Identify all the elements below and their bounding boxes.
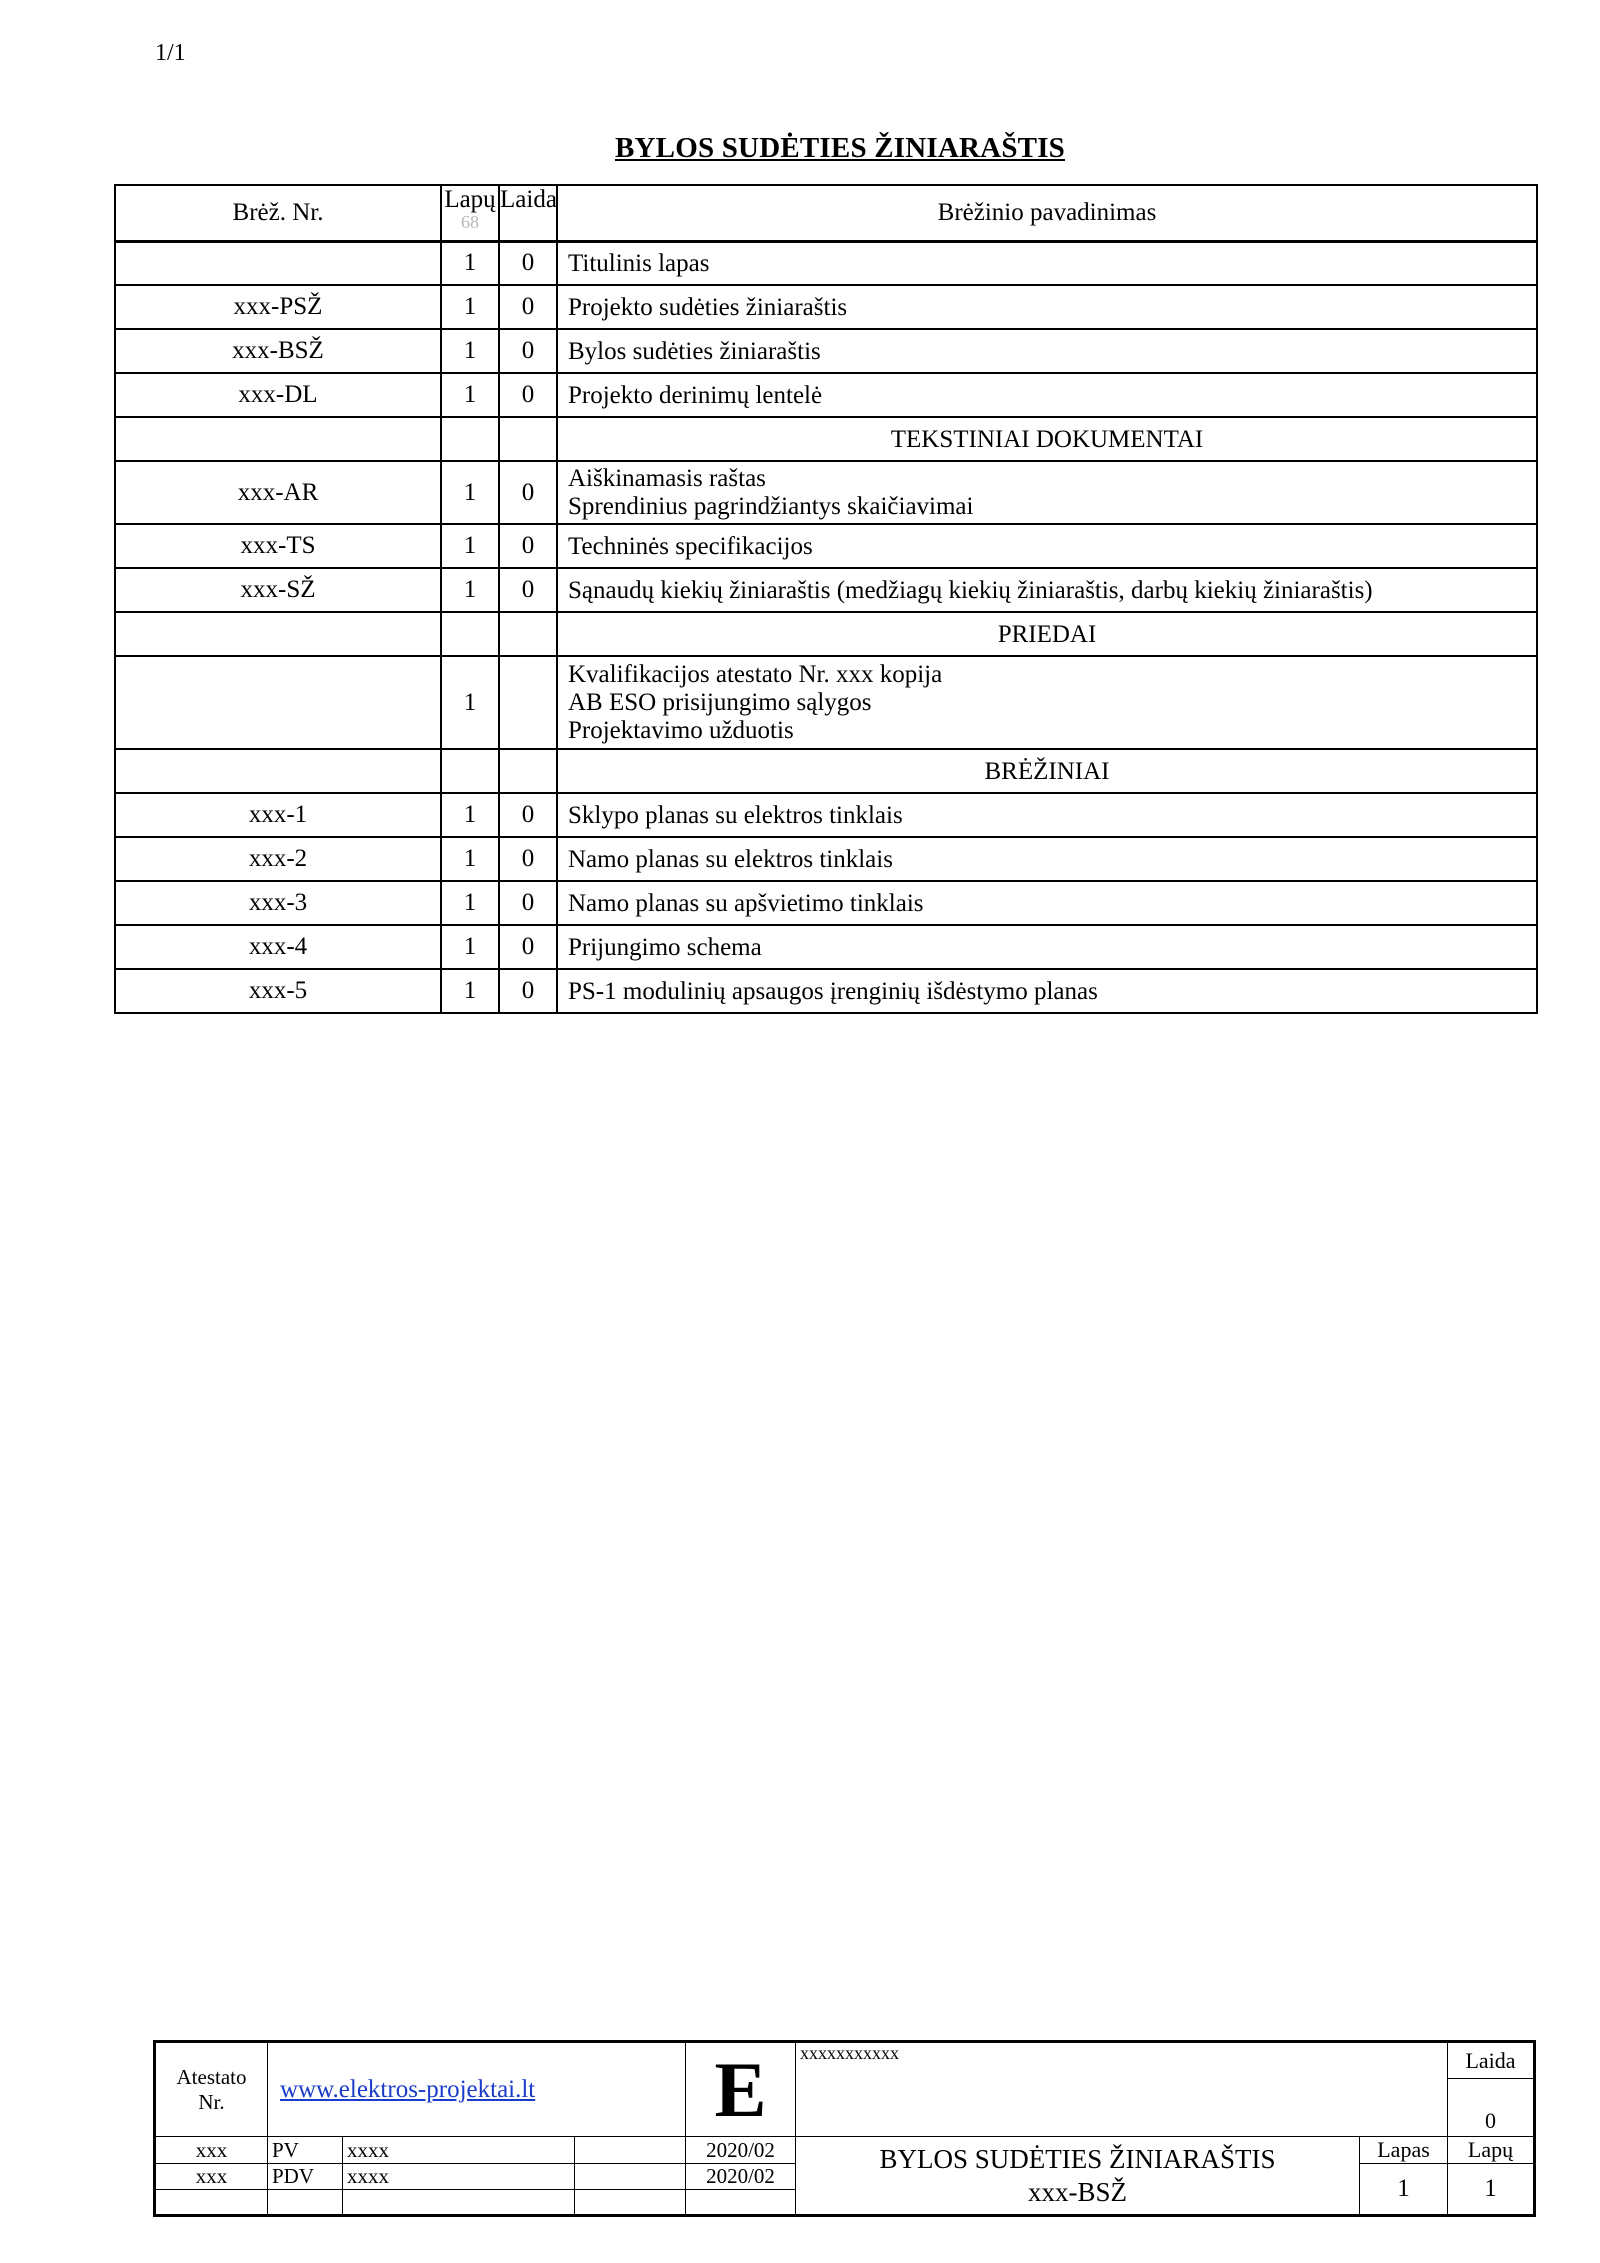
- drawing-no-cell: [115, 749, 441, 793]
- sheets-label: Lapų: [1448, 2137, 1535, 2164]
- sheets-cell: [441, 417, 499, 461]
- sheets-cell: 1: [441, 241, 499, 285]
- section-row: [115, 749, 1537, 793]
- logo-mark: E: [686, 2042, 796, 2137]
- drawing-name-line: AB ESO prisijungimo sąlygos: [568, 688, 872, 716]
- table-row: [115, 969, 1537, 1013]
- project-code: xxxxxxxxxxx: [796, 2042, 1448, 2137]
- edition-cell: [499, 417, 557, 461]
- sheets-value: 1: [1448, 2164, 1535, 2216]
- stamp-person-2: xxx: [155, 2164, 268, 2190]
- certificate-label: [155, 2042, 268, 2137]
- edition-cell: 0: [499, 837, 557, 881]
- page-number: 1/1: [155, 40, 186, 66]
- table-row: [115, 656, 1537, 749]
- drawing-name-cell: Projekto derinimų lentelė: [557, 373, 1537, 417]
- drawing-no-cell: [115, 656, 441, 749]
- sheets-cell: 1: [441, 568, 499, 612]
- header-sheets-label: Lapų: [444, 186, 496, 213]
- edition-cell: 0: [499, 925, 557, 969]
- drawing-no-cell: xxx-2: [115, 837, 441, 881]
- header-edition: Laida: [499, 185, 557, 241]
- contents-table: [114, 184, 1538, 1014]
- table-row: [115, 881, 1537, 925]
- stamp-date-1: 2020/02: [686, 2137, 796, 2164]
- table-header-row: [115, 185, 1537, 241]
- stamp-doc-code: xxx-BSŽ: [1027, 2176, 1127, 2207]
- stamp-date-2: 2020/02: [686, 2164, 796, 2190]
- drawing-no-cell: xxx-3: [115, 881, 441, 925]
- sheets-cell: [441, 612, 499, 656]
- sheets-cell: [441, 749, 499, 793]
- section-heading: TEKSTINIAI DOKUMENTAI: [557, 417, 1537, 461]
- drawing-name-cell: Bylos sudėties žiniaraštis: [557, 329, 1537, 373]
- edition-cell: 0: [499, 461, 557, 524]
- edition-cell: 0: [499, 524, 557, 568]
- header-sheets-total: 68: [461, 212, 479, 232]
- edition-cell: 0: [499, 329, 557, 373]
- drawing-no-cell: xxx-1: [115, 793, 441, 837]
- edition-label: Laida: [1448, 2042, 1535, 2079]
- sheets-cell: 1: [441, 969, 499, 1013]
- edition-cell: 0: [499, 881, 557, 925]
- document-title: BYLOS SUDĖTIES ŽINIARAŠTIS: [614, 132, 1066, 164]
- edition-cell: 0: [499, 241, 557, 285]
- table-row: [115, 329, 1537, 373]
- drawing-name-line: Projektavimo užduotis: [568, 716, 794, 744]
- drawing-name-cell: Sąnaudų kiekių žiniaraštis (medžiagų kiekių žiniaraštis, darbų kiekių žiniaraštis): [557, 568, 1537, 612]
- drawing-name-cell: Techninės specifikacijos: [557, 524, 1537, 568]
- stamp-role-1: PV: [268, 2137, 343, 2164]
- sheet-value: 1: [1360, 2164, 1448, 2216]
- stamp-empty-4: [575, 2190, 686, 2216]
- table-row: [115, 793, 1537, 837]
- sheets-cell: 1: [441, 329, 499, 373]
- certificate-label-line2: Nr.: [198, 2089, 225, 2114]
- drawing-no-cell: xxx-BSŽ: [115, 329, 441, 373]
- stamp-empty-1: [155, 2190, 268, 2216]
- stamp-empty-3: [343, 2190, 575, 2216]
- drawing-no-cell: [115, 417, 441, 461]
- header-sheets: [441, 185, 499, 241]
- title-block: [153, 2040, 1536, 2217]
- drawing-no-cell: xxx-AR: [115, 461, 441, 524]
- header-drawing-no: Brėž. Nr.: [115, 185, 441, 241]
- table-row: [115, 241, 1537, 285]
- drawing-name-cell: [557, 656, 1537, 749]
- table-row: [115, 837, 1537, 881]
- stamp-name-2: xxxx: [343, 2164, 575, 2190]
- edition-cell: [499, 612, 557, 656]
- drawing-name-cell: Namo planas su apšvietimo tinklais: [557, 881, 1537, 925]
- section-heading: PRIEDAI: [557, 612, 1537, 656]
- drawing-name-line: Sprendinius pagrindžiantys skaičiavimai: [568, 492, 974, 520]
- drawing-no-cell: xxx-4: [115, 925, 441, 969]
- drawing-no-cell: xxx-TS: [115, 524, 441, 568]
- stamp-person-1: xxx: [155, 2137, 268, 2164]
- stamp-empty-2: [268, 2190, 343, 2216]
- stamp-sign-1: [575, 2137, 686, 2164]
- drawing-no-cell: [115, 241, 441, 285]
- drawing-no-cell: xxx-PSŽ: [115, 285, 441, 329]
- stamp-name-1: xxxx: [343, 2137, 575, 2164]
- table-row: [115, 925, 1537, 969]
- sheet-label: Lapas: [1360, 2137, 1448, 2164]
- sheets-cell: 1: [441, 524, 499, 568]
- stamp-sign-2: [575, 2164, 686, 2190]
- sheets-cell: 1: [441, 656, 499, 749]
- stamp-document-title: [796, 2137, 1360, 2216]
- stamp-role-2: PDV: [268, 2164, 343, 2190]
- edition-cell: 0: [499, 373, 557, 417]
- edition-cell: 0: [499, 969, 557, 1013]
- sheets-cell: 1: [441, 373, 499, 417]
- edition-cell: 0: [499, 285, 557, 329]
- drawing-name-line: Kvalifikacijos atestato Nr. xxx kopija: [568, 660, 943, 688]
- sheets-cell: 1: [441, 461, 499, 524]
- sheets-cell: 1: [441, 837, 499, 881]
- edition-cell: 0: [499, 568, 557, 612]
- stamp-doc-title: BYLOS SUDĖTIES ŽINIARAŠTIS: [879, 2143, 1276, 2174]
- stamp-empty-5: [686, 2190, 796, 2216]
- certificate-label-line1: Atestato: [176, 2064, 247, 2089]
- drawing-name-cell: Projekto sudėties žiniaraštis: [557, 285, 1537, 329]
- section-heading: BRĖŽINIAI: [557, 749, 1537, 793]
- header-drawing-name: Brėžinio pavadinimas: [557, 185, 1537, 241]
- drawing-no-cell: [115, 612, 441, 656]
- drawing-name-cell: Prijungimo schema: [557, 925, 1537, 969]
- table-row: [115, 524, 1537, 568]
- edition-cell: [499, 656, 557, 749]
- edition-cell: [499, 749, 557, 793]
- edition-value: 0: [1448, 2079, 1535, 2137]
- drawing-name-cell: [557, 461, 1537, 524]
- sheets-cell: 1: [441, 285, 499, 329]
- table-row: [115, 285, 1537, 329]
- table-row: [115, 373, 1537, 417]
- edition-cell: 0: [499, 793, 557, 837]
- drawing-no-cell: xxx-SŽ: [115, 568, 441, 612]
- section-row: [115, 612, 1537, 656]
- drawing-no-cell: xxx-DL: [115, 373, 441, 417]
- website-link[interactable]: www.elektros-projektai.lt: [280, 2075, 536, 2103]
- drawing-no-cell: xxx-5: [115, 969, 441, 1013]
- drawing-name-line: Aiškinamasis raštas: [568, 464, 766, 492]
- drawing-name-cell: Namo planas su elektros tinklais: [557, 837, 1537, 881]
- section-row: [115, 417, 1537, 461]
- table-row: [115, 568, 1537, 612]
- sheets-cell: 1: [441, 881, 499, 925]
- drawing-name-cell: Sklypo planas su elektros tinklais: [557, 793, 1537, 837]
- contents-table-body: [115, 185, 1537, 1013]
- sheets-cell: 1: [441, 925, 499, 969]
- drawing-name-cell: PS-1 modulinių apsaugos įrenginių išdėstymo planas: [557, 969, 1537, 1013]
- sheets-cell: 1: [441, 793, 499, 837]
- table-row: [115, 461, 1537, 524]
- website-cell: [268, 2042, 686, 2137]
- drawing-name-cell: Titulinis lapas: [557, 241, 1537, 285]
